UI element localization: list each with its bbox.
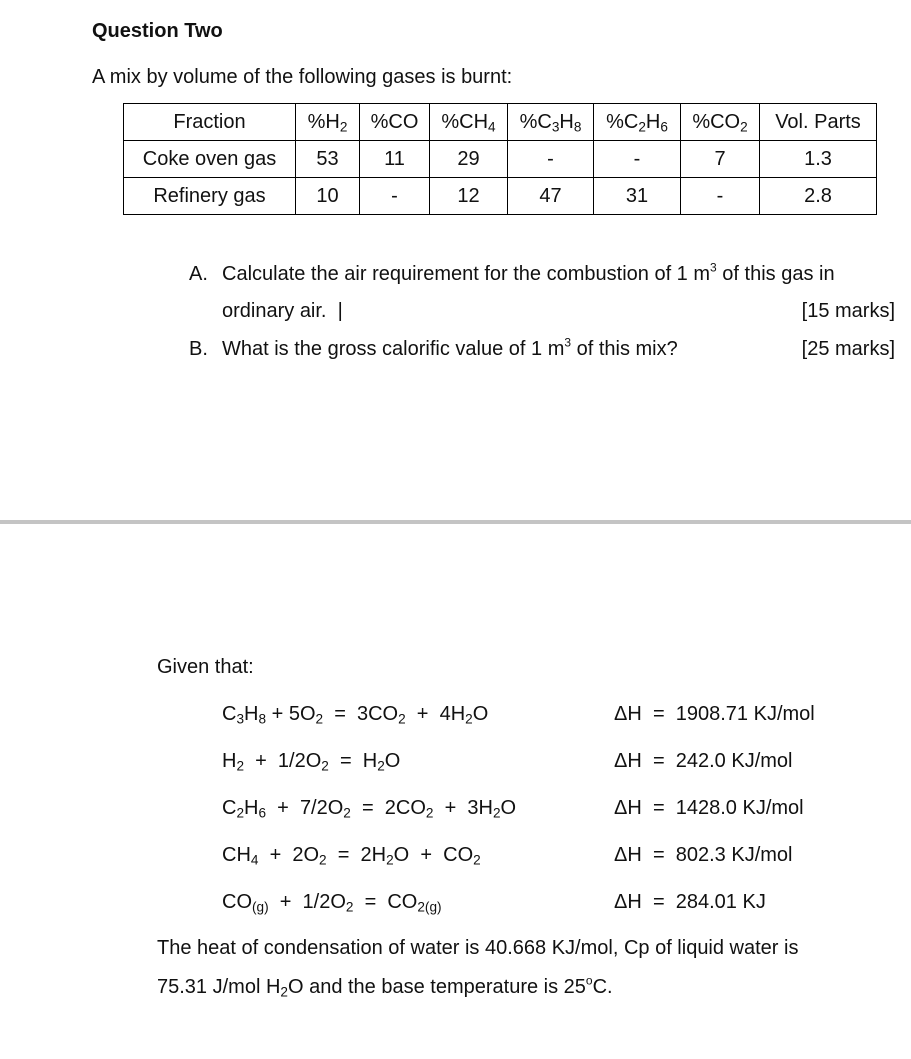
cell-c2h6: 31: [594, 178, 681, 215]
question-b-text: What is the gross calorific value of 1 $m^3$ of this mix?: [222, 335, 678, 360]
equation-hydrogen: $H_2 + 1/2O_2 = H_2O$: [222, 750, 401, 774]
enthalpy-hydrogen: ΔH = 242.0 KJ/mol: [614, 750, 793, 772]
given-label: Given that:: [157, 656, 254, 678]
equation-methane: $CH_4 + 2O_2 = 2H_2O + CO_2$: [222, 844, 481, 868]
cell-h2: 10: [296, 178, 360, 215]
table-row: [124, 178, 877, 215]
header-c2h6: $\%C_2H_6$: [594, 104, 681, 141]
condensation-note-line2: 75.31 J/mol $H_2O$ and the base temperature is 25$^o$C.: [157, 973, 613, 1000]
question-a-text-line2: ordinary air. |: [222, 300, 343, 322]
intro-text: A mix by volume of the following gases is burnt:: [92, 66, 513, 88]
question-a-marks: [15 marks]: [801, 300, 895, 322]
gas-composition-table: [123, 103, 877, 215]
table-row: [124, 141, 877, 178]
header-h2: $\%H_2$: [296, 104, 360, 141]
header-co2: $\%CO_2$: [681, 104, 760, 141]
cell-co2: -: [681, 178, 760, 215]
question-b-label: B.: [189, 338, 208, 360]
header-co: %CO: [360, 104, 430, 141]
page-divider: [0, 520, 911, 524]
enthalpy-methane: ΔH = 802.3 KJ/mol: [614, 844, 793, 866]
question-a-label: A.: [189, 263, 208, 285]
question-title: Question Two: [92, 20, 223, 42]
header-ch4: $\%CH_4$: [430, 104, 508, 141]
table-header-row: [124, 104, 877, 141]
enthalpy-ethane: ΔH = 1428.0 KJ/mol: [614, 797, 804, 819]
cell-h2: 53: [296, 141, 360, 178]
cell-fraction: Coke oven gas: [124, 141, 296, 178]
question-b-marks: [25 marks]: [801, 338, 895, 360]
header-fraction: Fraction: [124, 104, 296, 141]
header-c3h8: $\%C_3H_8$: [508, 104, 594, 141]
cell-vol-parts: 1.3: [760, 141, 877, 178]
question-a-text: Calculate the air requirement for the combustion of 1 $m^3$ of this gas in: [222, 260, 835, 285]
enthalpy-carbon-monoxide: ΔH = 284.01 KJ: [614, 891, 766, 913]
cell-c2h6: -: [594, 141, 681, 178]
cell-c3h8: -: [508, 141, 594, 178]
cell-ch4: 29: [430, 141, 508, 178]
cell-c3h8: 47: [508, 178, 594, 215]
cell-co: 11: [360, 141, 430, 178]
condensation-note-line1: The heat of condensation of water is 40.668 KJ/mol, Cp of liquid water is: [157, 937, 799, 959]
cell-vol-parts: 2.8: [760, 178, 877, 215]
cell-co2: 7: [681, 141, 760, 178]
cell-co: -: [360, 178, 430, 215]
cell-ch4: 12: [430, 178, 508, 215]
text-cursor: |: [337, 300, 343, 322]
equation-carbon-monoxide: $CO_{(g)} + 1/2O_2 = CO_{2(g)}$: [222, 891, 442, 915]
enthalpy-propane: ΔH = 1908.71 KJ/mol: [614, 703, 815, 725]
equation-propane: $C_3H_8 + 5O_2 = 3CO_2 + 4H_2O$: [222, 703, 489, 727]
cell-fraction: Refinery gas: [124, 178, 296, 215]
equation-ethane: $C_2H_6 + 7/2O_2 = 2CO_2 + 3H_2O$: [222, 797, 517, 821]
header-vol-parts: Vol. Parts: [760, 104, 877, 141]
